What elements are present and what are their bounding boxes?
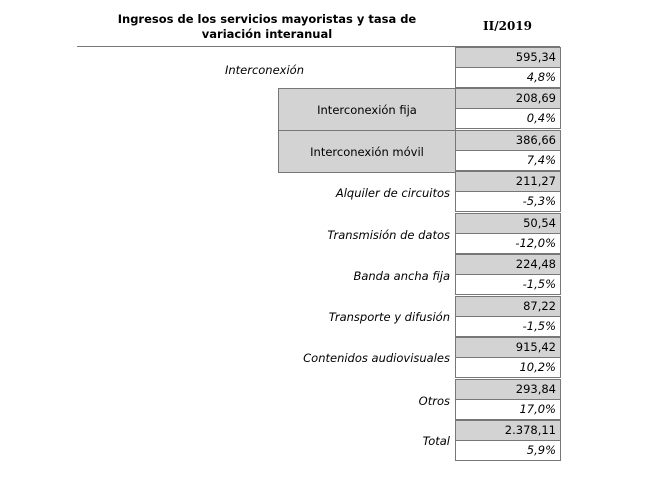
row-label-banda-ancha: Banda ancha fija — [353, 269, 450, 283]
value-cell — [455, 254, 561, 275]
row-label-interconexion-movil: Interconexión móvil — [310, 144, 424, 159]
row-label-transmision: Transmisión de datos — [327, 228, 450, 242]
value-cell — [455, 296, 561, 317]
change-text: 10,2% — [519, 360, 556, 374]
value-text: 2.378,11 — [504, 423, 556, 437]
change-text: 0,4% — [526, 111, 556, 125]
value-text: 595,34 — [515, 50, 556, 64]
value-text: 386,66 — [515, 133, 556, 147]
value-text: 50,54 — [523, 216, 556, 230]
change-cell — [455, 274, 561, 295]
change-text: 4,8% — [526, 70, 556, 84]
value-cell — [455, 47, 561, 68]
change-cell — [455, 233, 561, 254]
value-text: 915,42 — [515, 340, 556, 354]
change-text: 5,9% — [526, 443, 556, 457]
value-cell — [455, 171, 561, 192]
table-title: Ingresos de los servicios mayoristas y tasa de variación interanual — [117, 12, 417, 41]
row-label-contenidos: Contenidos audiovisuales — [303, 351, 450, 365]
row-label-otros: Otros — [418, 394, 450, 408]
change-text: -1,5% — [522, 319, 556, 333]
sub-label-box — [278, 130, 456, 173]
change-cell — [455, 357, 561, 378]
change-cell — [455, 67, 561, 88]
change-text: -12,0% — [515, 236, 556, 250]
value-text: 211,27 — [515, 174, 556, 188]
period-header: II/2019 — [482, 19, 532, 33]
value-cell — [455, 337, 561, 358]
row-label-total: Total — [422, 434, 450, 448]
value-cell — [455, 88, 561, 109]
change-text: 17,0% — [519, 402, 556, 416]
row-label-interconexion-fija: Interconexión fija — [317, 102, 417, 117]
value-text: 87,22 — [523, 299, 556, 313]
change-cell — [455, 316, 561, 337]
change-text: -1,5% — [522, 277, 556, 291]
change-text: -5,3% — [522, 194, 556, 208]
change-text: 7,4% — [526, 153, 556, 167]
value-text: 224,48 — [515, 257, 556, 271]
value-text: 208,69 — [515, 91, 556, 105]
value-cell — [455, 130, 561, 151]
change-cell — [455, 108, 561, 129]
change-cell — [455, 191, 561, 212]
row-label-transporte: Transporte y difusión — [328, 310, 450, 324]
change-cell — [455, 150, 561, 171]
value-cell — [455, 213, 561, 234]
change-cell — [455, 399, 561, 420]
value-cell — [455, 420, 561, 441]
value-cell — [455, 379, 561, 400]
sub-label-box — [278, 88, 456, 131]
change-cell — [455, 440, 561, 461]
value-text: 293,84 — [515, 382, 556, 396]
row-label-interconexion: Interconexión — [224, 63, 304, 77]
row-label-alquiler: Alquiler de circuitos — [335, 186, 450, 200]
